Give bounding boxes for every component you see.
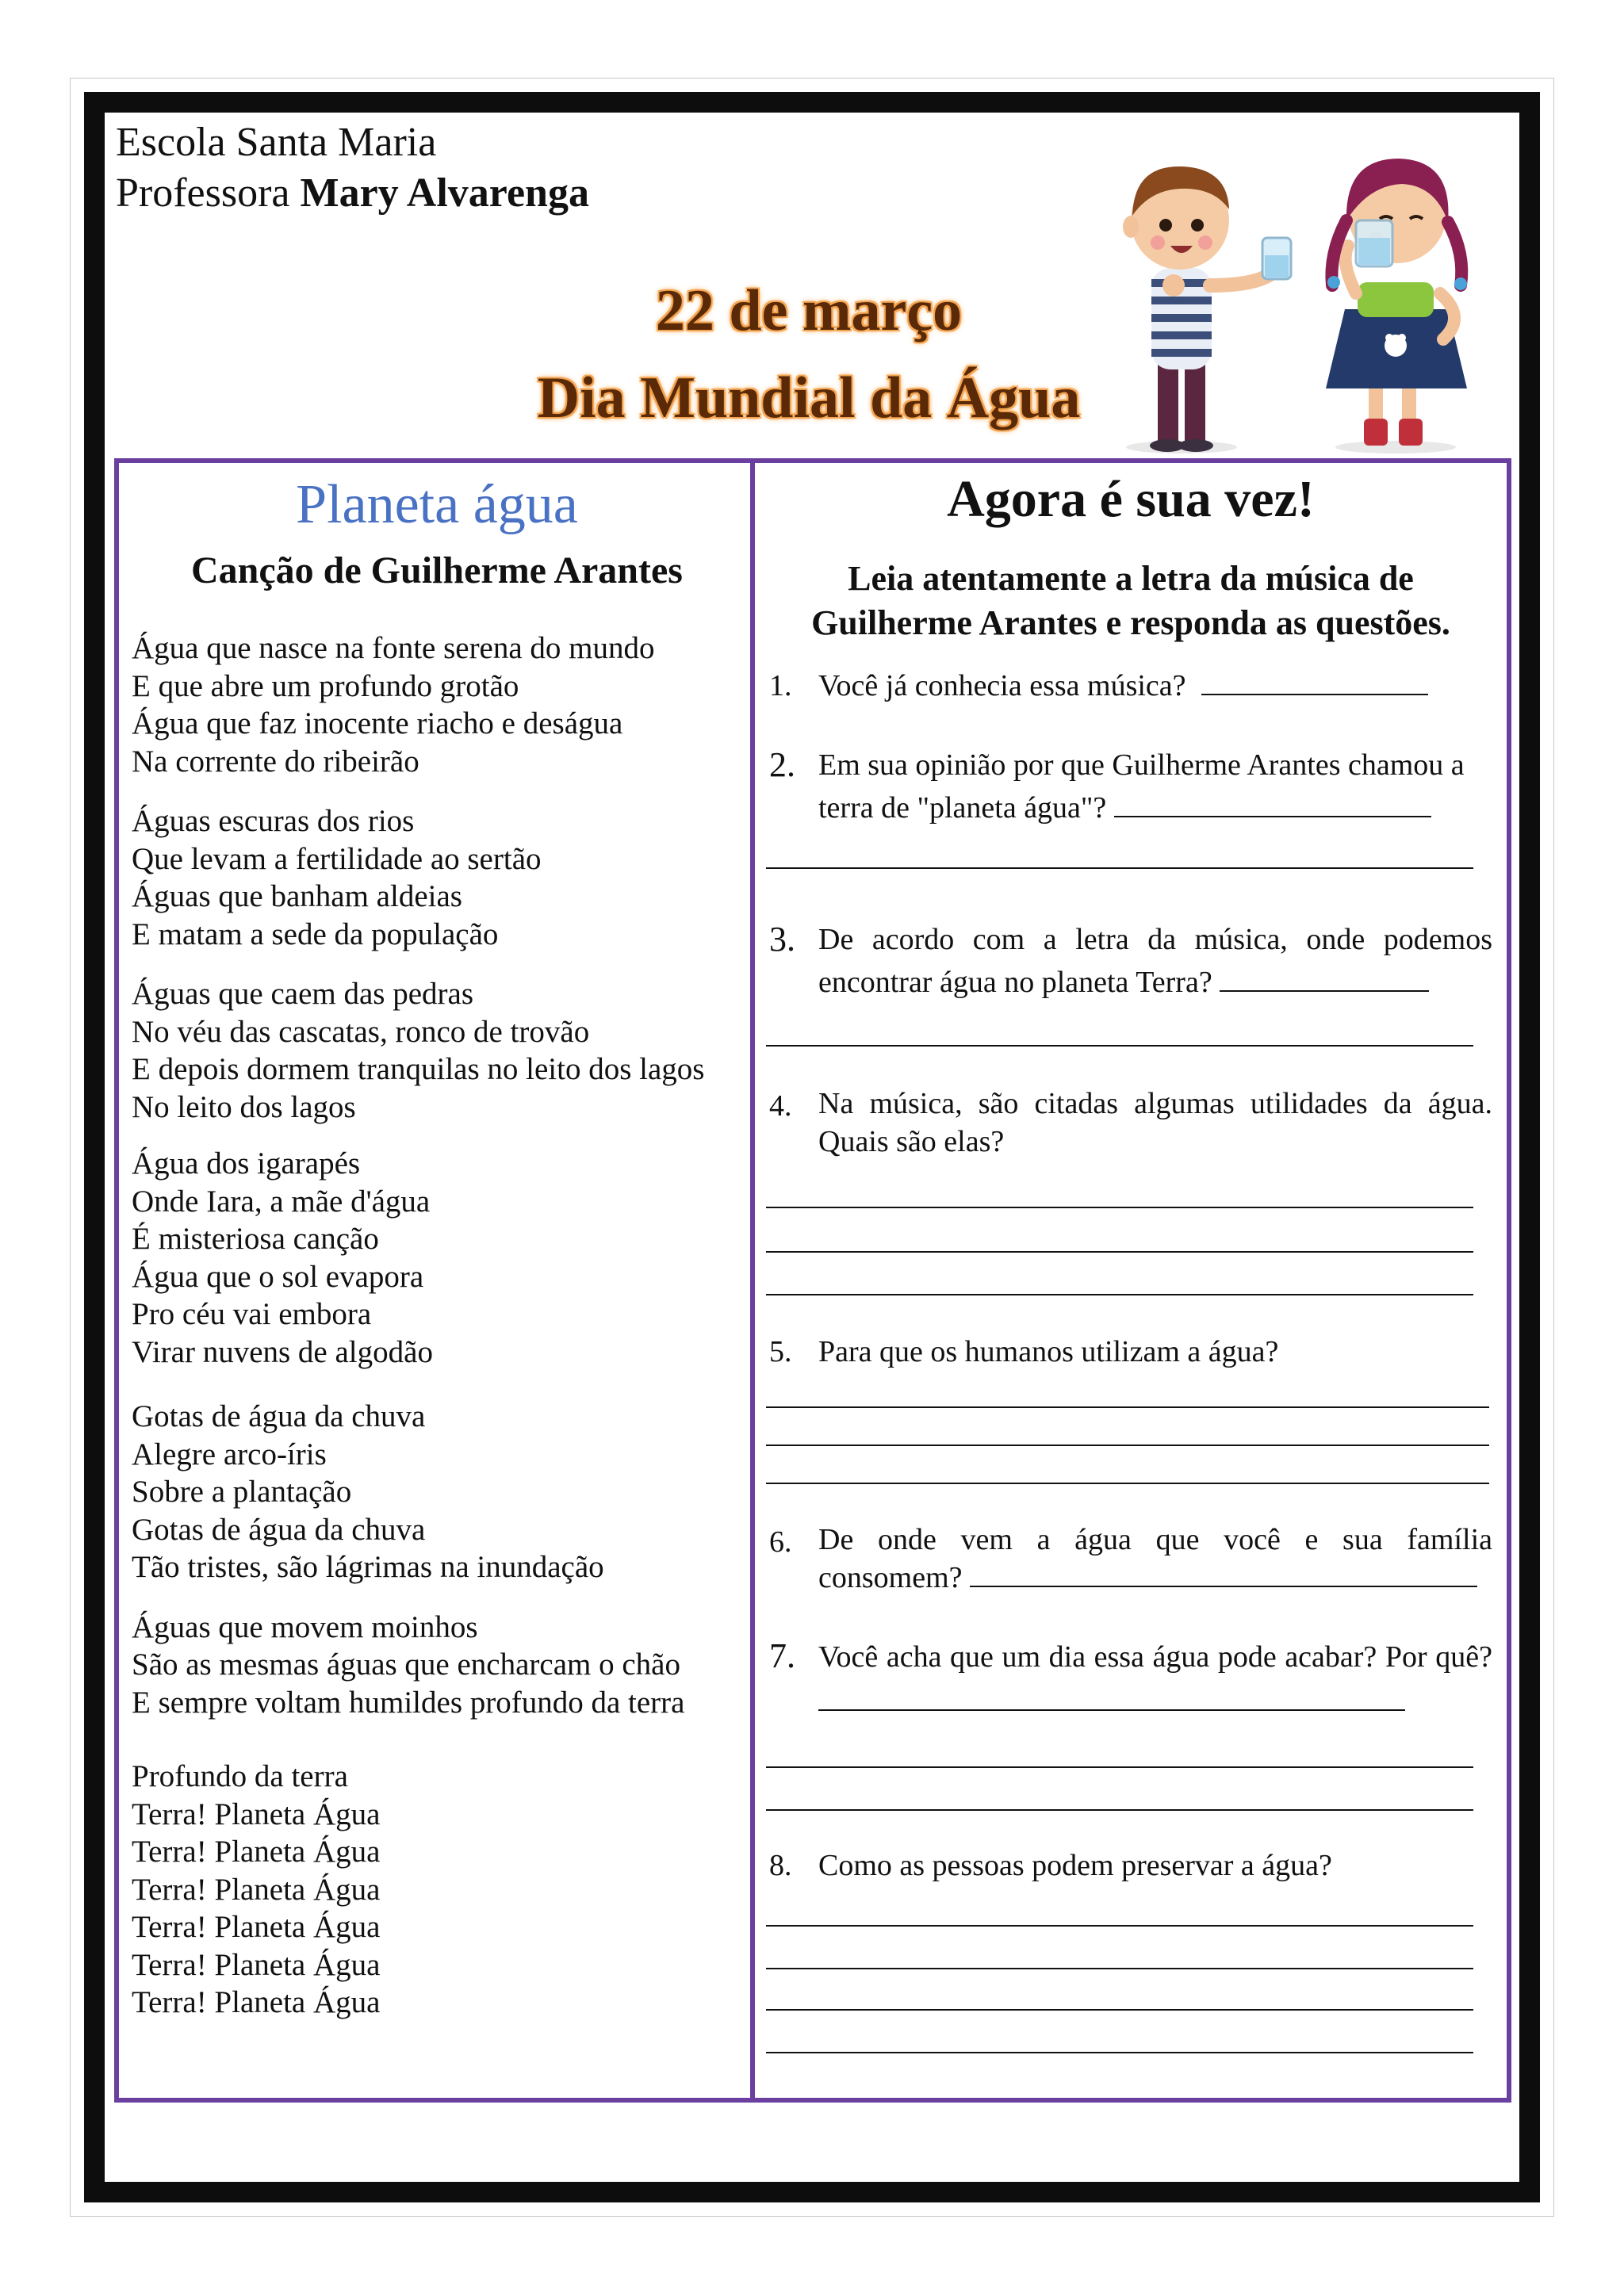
lyric-line: No leito dos lagos: [132, 1089, 356, 1124]
answer-line[interactable]: [766, 1294, 1473, 1295]
question-4: [766, 1085, 1492, 1161]
question-text: Em sua opinião por que Guilherme Arantes chamou a terra de "planeta água"?: [818, 748, 1465, 825]
question-number: 5.: [769, 1335, 792, 1368]
lyric-line: E depois dormem tranquilas no leito dos lagos: [132, 1052, 705, 1086]
question-text: Você já conhecia essa música?: [818, 669, 1186, 702]
lyric-line: Água que faz inocente riacho e deságua: [132, 706, 623, 740]
stanza-7: [132, 1758, 742, 2022]
teacher-prefix: Professora: [116, 170, 290, 216]
lyric-line: Água dos igarapés: [132, 1146, 361, 1181]
lyric-line: Terra! Planeta Água: [132, 1910, 381, 1944]
stanza-5: [132, 1398, 742, 1586]
lyric-line: Água que o sol evapora: [132, 1259, 424, 1294]
lyric-line: E que abre um profundo grotão: [132, 668, 519, 703]
answer-line[interactable]: [766, 1968, 1473, 1969]
question-1: [766, 664, 1492, 707]
answer-line[interactable]: [766, 1809, 1473, 1811]
question-number: 4.: [769, 1089, 792, 1123]
song-subtitle: Canção de Guilherme Arantes: [191, 549, 683, 591]
column-divider: [750, 458, 755, 2103]
question-text: Você acha que um dia essa água pode acabar? Por quê?: [818, 1640, 1492, 1674]
question-number: 8.: [769, 1849, 792, 1882]
lyric-line: Águas que movem moinhos: [132, 1609, 478, 1644]
kids-drinking-water-illustration: [1094, 127, 1491, 460]
question-text: Como as pessoas podem preservar a água?: [818, 1849, 1332, 1882]
answer-line[interactable]: [766, 1045, 1473, 1047]
school-name: Escola Santa Maria: [116, 120, 437, 165]
question-6: [766, 1521, 1492, 1597]
song-column: [132, 466, 742, 2022]
stanza-4: [132, 1145, 742, 1371]
lyric-line: Terra! Planeta Água: [132, 1835, 381, 1869]
lyric-line: Virar nuvens de algodão: [132, 1334, 433, 1369]
answer-field[interactable]: [970, 1560, 1477, 1587]
answer-line[interactable]: [766, 1251, 1473, 1253]
lyric-line: São as mesmas águas que encharcam o chão: [132, 1647, 680, 1682]
lyric-line: É misteriosa canção: [132, 1222, 379, 1256]
question-text: De onde vem a água que você e sua família consomem?: [818, 1523, 1492, 1594]
lyric-line: E matam a sede da população: [132, 916, 499, 951]
answer-line[interactable]: [766, 2052, 1473, 2053]
answer-line[interactable]: [766, 1483, 1489, 1484]
question-text: De acordo com a letra da música, onde podemos encontrar água no planeta Terra?: [818, 923, 1492, 999]
stanza-2: [132, 802, 742, 953]
lyric-line: Tão tristes, são lágrimas na inundação: [132, 1550, 604, 1584]
lyric-line: Alegre arco-íris: [132, 1437, 327, 1471]
question-number: 7.: [769, 1636, 795, 1675]
question-number: 1.: [769, 669, 792, 702]
lyric-line: Onde Iara, a mãe d'água: [132, 1184, 431, 1219]
lyric-line: Sobre a plantação: [132, 1475, 352, 1509]
lyric-line: Terra! Planeta Água: [132, 1947, 381, 1982]
answer-field[interactable]: [1114, 790, 1431, 817]
answer-line[interactable]: [766, 867, 1473, 869]
lyric-line: Terra! Planeta Água: [132, 1985, 381, 2019]
song-title: Planeta água: [296, 474, 578, 535]
question-8: [766, 1844, 1492, 1887]
lyric-line: Gotas de água da chuva: [132, 1512, 426, 1547]
question-2: [766, 744, 1492, 829]
girl-figure: [1326, 159, 1467, 453]
question-number: 6.: [769, 1525, 792, 1559]
answer-field[interactable]: [1220, 965, 1429, 992]
teacher-line: [116, 168, 589, 219]
lyric-line: Águas que caem das pedras: [132, 977, 473, 1011]
lyric-line: Terra! Planeta Água: [132, 1872, 381, 1907]
answer-line[interactable]: [766, 1766, 1473, 1768]
lyric-line: Águas escuras dos rios: [132, 804, 415, 838]
lyric-line: Na corrente do ribeirão: [132, 744, 419, 779]
answer-line[interactable]: [766, 1406, 1489, 1408]
answer-line[interactable]: [766, 1925, 1473, 1927]
lyric-line: Gotas de água da chuva: [132, 1399, 426, 1433]
date-title: 22 de março: [655, 278, 963, 343]
lyric-line: Pro céu vai embora: [132, 1297, 372, 1331]
boy-figure: [1123, 166, 1291, 453]
question-text: Na música, são citadas algumas utilidades da água. Quais são elas?: [818, 1087, 1492, 1158]
teacher-name: Mary Alvarenga: [300, 170, 589, 216]
stanza-1: [132, 629, 742, 780]
activity-title: Agora é sua vez!: [947, 470, 1315, 528]
header: [116, 117, 589, 219]
lyric-line: Águas que banham aldeias: [132, 879, 462, 913]
question-text: Para que os humanos utilizam a água?: [818, 1335, 1279, 1368]
question-number: 2.: [769, 745, 795, 784]
lyric-line: Que levam a fertilidade ao sertão: [132, 841, 542, 876]
activity-instructions: Leia atentamente a letra da música de Guilherme Arantes e responda as questões.: [811, 559, 1450, 642]
lyric-line: Terra! Planeta Água: [132, 1797, 381, 1831]
stanza-3: [132, 975, 742, 1126]
stanza-6: [132, 1609, 742, 1722]
lyric-line: Água que nasce na fonte serena do mundo: [132, 631, 655, 665]
answer-line[interactable]: [766, 1445, 1489, 1446]
answer-field[interactable]: [1201, 668, 1428, 695]
answer-line[interactable]: [766, 2009, 1473, 2011]
question-number: 3.: [769, 920, 795, 959]
answer-line[interactable]: [766, 1207, 1473, 1208]
question-7: [766, 1635, 1492, 1724]
lyric-line: E sempre voltam humildes profundo da terra: [132, 1685, 685, 1720]
activity-column: [766, 466, 1496, 1882]
day-title: Dia Mundial da Água: [537, 365, 1081, 430]
answer-field[interactable]: [818, 1684, 1405, 1711]
lyric-line: No véu das cascatas, ronco de trovão: [132, 1014, 590, 1049]
question-3: [766, 918, 1492, 1004]
question-5: [766, 1330, 1492, 1373]
lyric-line: Profundo da terra: [132, 1759, 348, 1793]
